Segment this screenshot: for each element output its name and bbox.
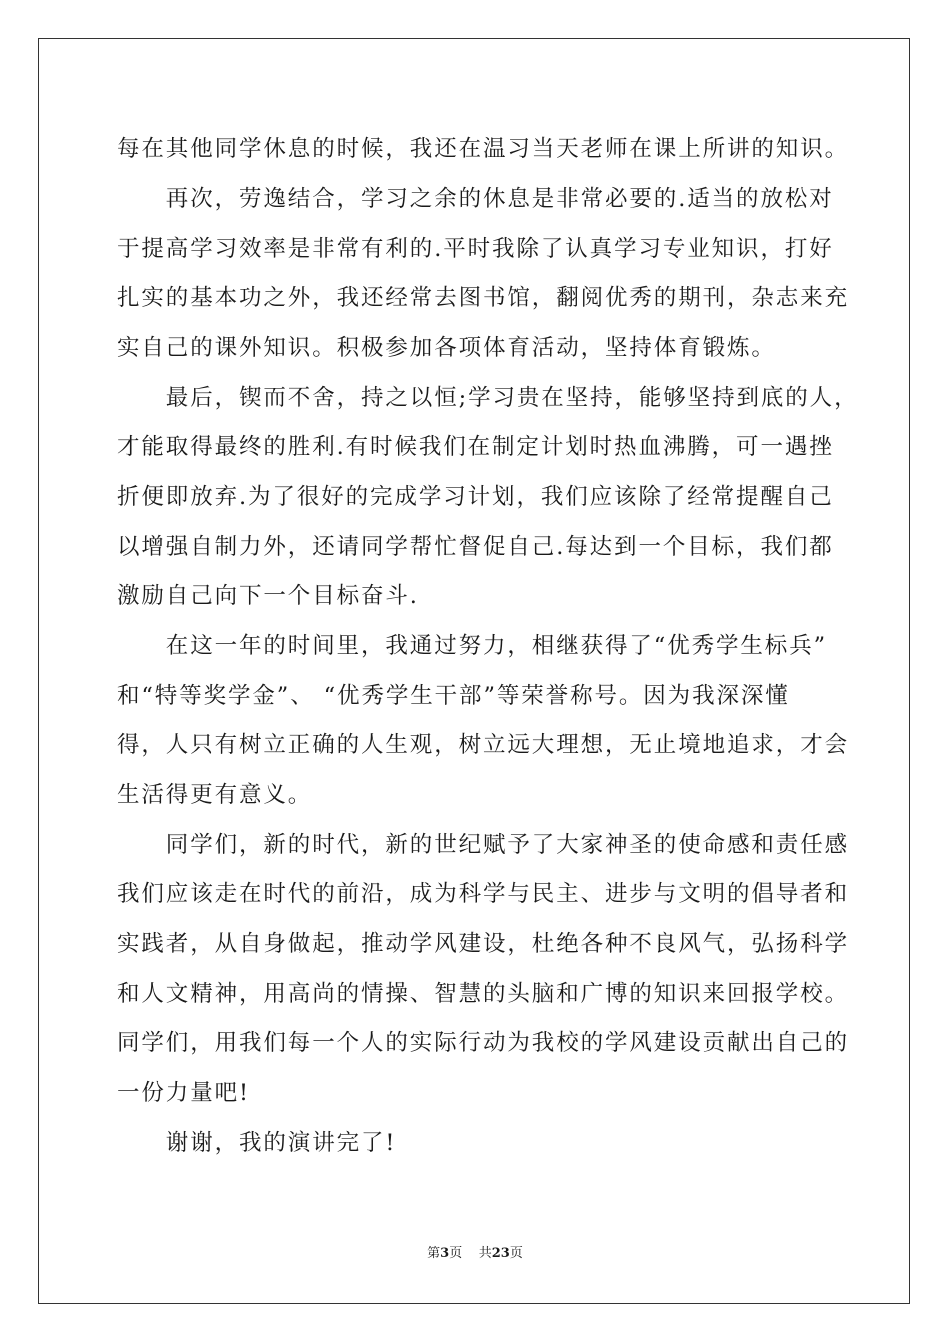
text-line: 实自己的课外知识。积极参加各项体育活动，坚持体育锻炼。 [117,335,776,361]
total-pages: 23 [491,1246,510,1261]
page-border [38,38,910,1304]
text-line: 在这一年的时间里，我通过努力，相继获得了“优秀学生标兵” [117,633,828,659]
text-line: 谢谢，我的演讲完了! [117,1130,397,1156]
text-line: 以增强自制力外，还请同学帮忙督促自己.每达到一个目标，我们都 [117,534,834,560]
text-line: 一份力量吧! [117,1080,250,1106]
page-number: 3 [440,1246,450,1261]
text-line: 于提高学习效率是非常有利的.平时我除了认真学习专业知识，打好 [117,236,834,262]
text-line: 扎实的基本功之外，我还经常去图书馆，翻阅优秀的期刊，杂志来充 [117,285,850,311]
text-line: 和人文精神，用高尚的情操、智慧的头脑和广博的知识来回报学校。 [117,981,850,1007]
total-label-suffix: 页 [509,1246,523,1261]
text-line: 才能取得最终的胜利.有时候我们在制定计划时热血沸腾，可一遇挫 [117,434,834,460]
text-line: 再次，劳逸结合，学习之余的休息是非常必要的.适当的放松对 [117,186,834,212]
text-line: 最后，锲而不舍，持之以恒;学习贵在坚持，能够坚持到底的人， [117,385,859,411]
page-label-prefix: 第 [427,1246,441,1261]
text-line: 实践者，从自身做起，推动学风建设，杜绝各种不良风气，弘扬科学 [117,931,850,957]
text-line: 我们应该走在时代的前沿，成为科学与民主、进步与文明的倡导者和 [117,881,850,907]
text-line: 同学们，用我们每一个人的实际行动为我校的学风建设贡献出自己的 [117,1030,850,1056]
total-label-prefix: 共 [478,1246,492,1261]
text-line: 折便即放弃.为了很好的完成学习计划，我们应该除了经常提醒自己 [117,484,834,510]
page-footer [0,1246,950,1262]
text-line: 激励自己向下一个目标奋斗. [117,583,419,609]
text-line: 同学们，新的时代，新的世纪赋予了大家神圣的使命感和责任感 [117,832,850,858]
text-line: 每在其他同学休息的时候，我还在温习当天老师在课上所讲的知识。 [117,136,850,162]
page-label-suffix: 页 [449,1246,463,1261]
text-line: 得，人只有树立正确的人生观，树立远大理想，无止境地追求，才会 [117,732,850,758]
text-line: 和“特等奖学金”、 “优秀学生干部”等荣誉称号。因为我深深懂 [117,683,790,709]
text-line: 生活得更有意义。 [117,782,313,808]
